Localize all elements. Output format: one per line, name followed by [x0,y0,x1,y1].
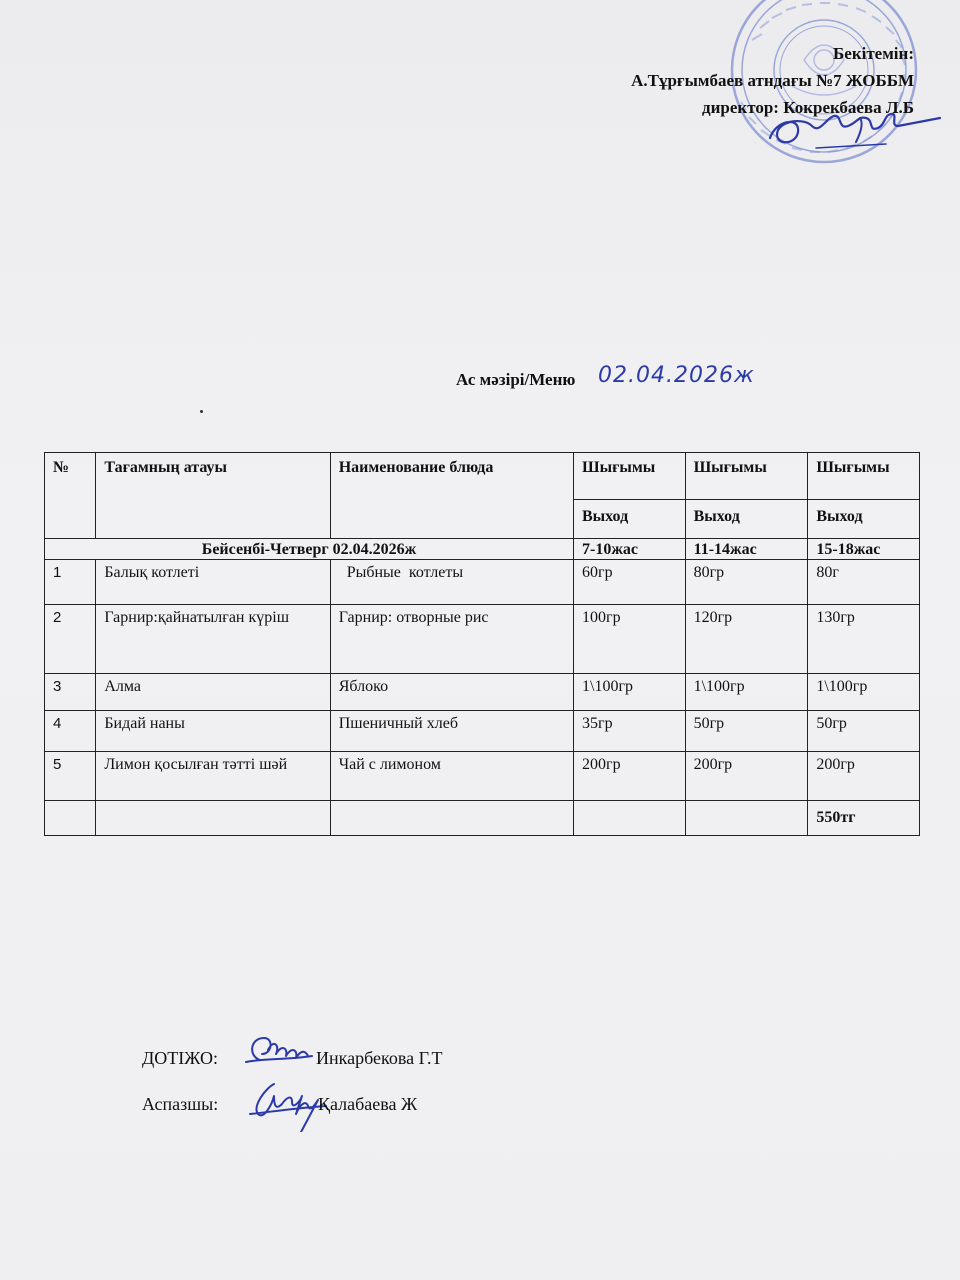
total-price: 550тг [808,801,920,836]
dish-name-kz: Алма [96,674,330,711]
empty-cell [330,801,573,836]
header-name-kz: Тағамның атауы [96,453,330,539]
header-output-ru: Выход [685,500,808,539]
portion-7-10: 1\100гр [574,674,686,711]
deputy-signature [242,1030,322,1074]
empty-cell [45,801,96,836]
portion-15-18: 80г [808,560,920,605]
age-group: 15-18жас [808,539,920,560]
dish-name-ru: Рыбные котлеты [330,560,573,605]
cook-name: Қалабаева Ж [318,1094,418,1114]
dish-name-ru: Пшеничный хлеб [330,711,573,752]
portion-11-14: 50гр [685,711,808,752]
portion-15-18: 1\100гр [808,674,920,711]
director-line: директор: Кокрекбаева Л.Б [702,98,914,117]
table-row [45,560,920,605]
table-row [45,752,920,801]
age-group: 11-14жас [685,539,808,560]
dish-name-ru: Чай с лимоном [330,752,573,801]
row-number: 1 [45,560,96,605]
header-output-kz: Шығымы [685,453,808,500]
deputy-name: Инкарбекова Г.Т [316,1048,443,1068]
deputy-label: ДОТІЖО: [142,1048,218,1068]
day-label: Бейсенбі-Четверг 02.04.2026ж [45,539,574,560]
day-row [45,539,920,560]
approval-title: Бекітемін: [833,44,914,63]
ink-dot [200,410,203,413]
header-output-kz: Шығымы [808,453,920,500]
dish-name-kz: Балық котлеті [96,560,330,605]
age-group: 7-10жас [574,539,686,560]
row-number: 2 [45,605,96,674]
director-signature [756,104,946,164]
empty-cell [685,801,808,836]
header-output-kz: Шығымы [574,453,686,500]
portion-11-14: 120гр [685,605,808,674]
portion-15-18: 50гр [808,711,920,752]
header-number: № [45,453,96,539]
portion-7-10: 35гр [574,711,686,752]
table-row [45,605,920,674]
cook-signature-line [142,1094,418,1115]
handwritten-date: 02.04.2026ж [598,363,755,388]
portion-7-10: 200гр [574,752,686,801]
cook-label: Аспазшы: [142,1094,219,1114]
row-number: 3 [45,674,96,711]
dish-name-kz: Бидай наны [96,711,330,752]
portion-11-14: 1\100гр [685,674,808,711]
header-name-ru: Наименование блюда [330,453,573,539]
row-number: 4 [45,711,96,752]
dish-name-ru: Яблоко [330,674,573,711]
table-row [45,674,920,711]
header-output-ru: Выход [574,500,686,539]
deputy-signature-line [142,1048,443,1069]
table-header-row [45,453,920,500]
dish-name-ru: Гарнир: отворные рис [330,605,573,674]
portion-11-14: 80гр [685,560,808,605]
header-output-ru: Выход [808,500,920,539]
portion-7-10: 100гр [574,605,686,674]
menu-title: Ас мәзірі/Меню [456,370,576,389]
school-name: А.Тұрғымбаев атндағы №7 ЖОББМ [631,71,914,90]
portion-15-18: 130гр [808,605,920,674]
menu-table [44,452,920,836]
dish-name-kz: Гарнир:қайнатылған күріш [96,605,330,674]
table-row [45,711,920,752]
row-number: 5 [45,752,96,801]
empty-cell [574,801,686,836]
dish-name-kz: Лимон қосылған тәтті шәй [96,752,330,801]
portion-15-18: 200гр [808,752,920,801]
portion-7-10: 60гр [574,560,686,605]
portion-11-14: 200гр [685,752,808,801]
empty-cell [96,801,330,836]
total-row [45,801,920,836]
